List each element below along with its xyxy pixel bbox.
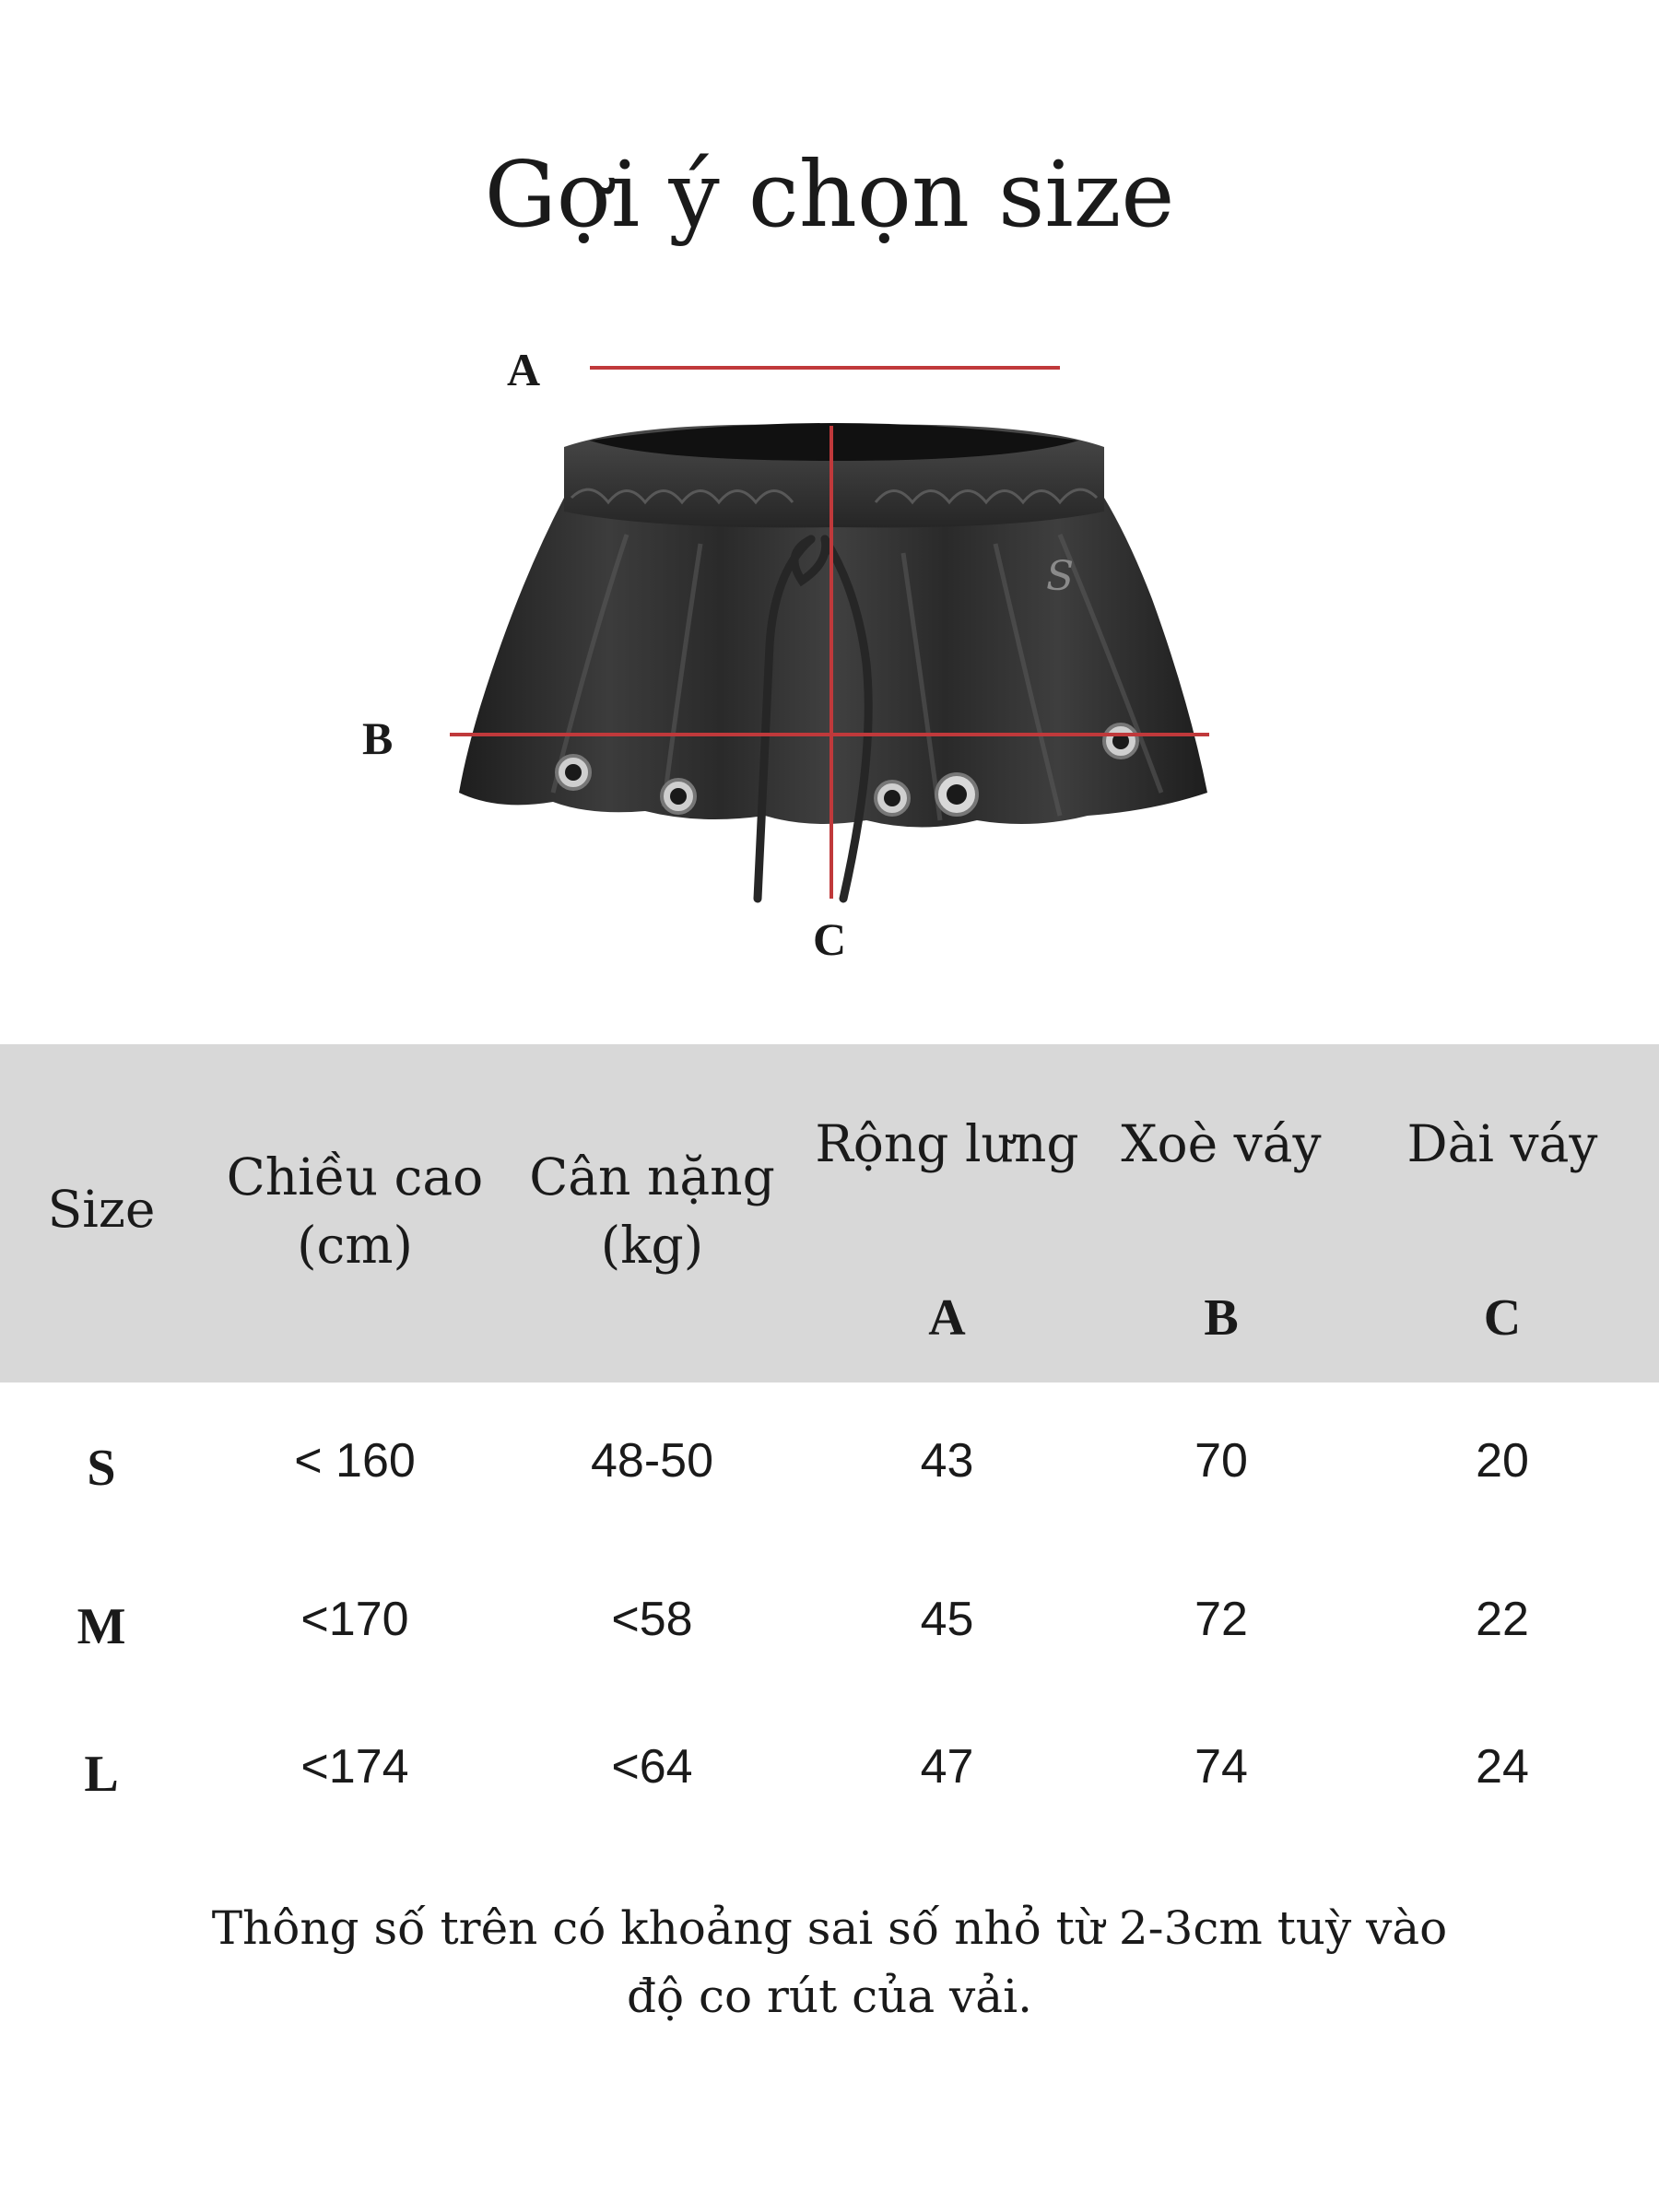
label-a: A — [507, 344, 541, 395]
header-weight — [521, 1143, 783, 1279]
waist-cell: 45 — [920, 1593, 974, 1646]
header-weight-line1: Cân nặng — [529, 1147, 775, 1206]
label-b: B — [362, 712, 394, 764]
length-cell: 24 — [1476, 1740, 1529, 1794]
weight-cell: <64 — [611, 1740, 693, 1794]
waist-cell: 43 — [920, 1434, 974, 1488]
header-length: Dài váy — [1406, 1114, 1598, 1173]
size-table-header — [0, 1044, 1659, 1382]
length-cell: 20 — [1476, 1434, 1529, 1488]
height-cell: < 160 — [294, 1434, 416, 1488]
skirt-illustration — [0, 0, 1659, 1014]
height-cell: <174 — [300, 1740, 409, 1794]
weight-cell: <58 — [611, 1593, 693, 1646]
page-title: Gợi ý chọn size — [484, 143, 1175, 248]
height-cell: <170 — [300, 1593, 409, 1646]
flare-cell: 72 — [1194, 1593, 1248, 1646]
flare-cell: 74 — [1194, 1740, 1248, 1794]
size-cell: S — [87, 1440, 116, 1497]
header-height-line2: (cm) — [297, 1216, 413, 1275]
svg-text:S: S — [1046, 553, 1075, 600]
size-cell: M — [76, 1598, 126, 1655]
header-size: Size — [47, 1180, 156, 1239]
header-weight-line2: (kg) — [600, 1216, 704, 1275]
size-note-line1: Thông số trên có khoảng sai số nhỏ từ 2-3cm tuỳ vào — [211, 1901, 1448, 1955]
table-row — [0, 1730, 1659, 1804]
table-row — [0, 1583, 1659, 1656]
header-waist-letter: A — [928, 1289, 966, 1347]
header-flare: Xoè váy — [1121, 1114, 1322, 1173]
length-cell: 22 — [1476, 1593, 1529, 1646]
header-waist: Rộng lưng — [815, 1114, 1079, 1173]
size-note — [0, 1894, 1659, 2030]
size-diagram — [0, 0, 1659, 1014]
waist-cell: 47 — [920, 1740, 974, 1794]
weight-cell: 48-50 — [591, 1434, 713, 1488]
header-length-letter: C — [1483, 1289, 1522, 1347]
label-c: C — [813, 913, 847, 965]
header-height-line1: Chiều cao — [226, 1147, 484, 1206]
table-row — [0, 1424, 1659, 1498]
size-note-line2: độ co rút của vải. — [627, 1970, 1032, 2023]
header-flare-letter: B — [1204, 1289, 1239, 1347]
size-cell: L — [84, 1746, 119, 1803]
flare-cell: 70 — [1194, 1434, 1248, 1488]
header-height — [221, 1143, 488, 1279]
